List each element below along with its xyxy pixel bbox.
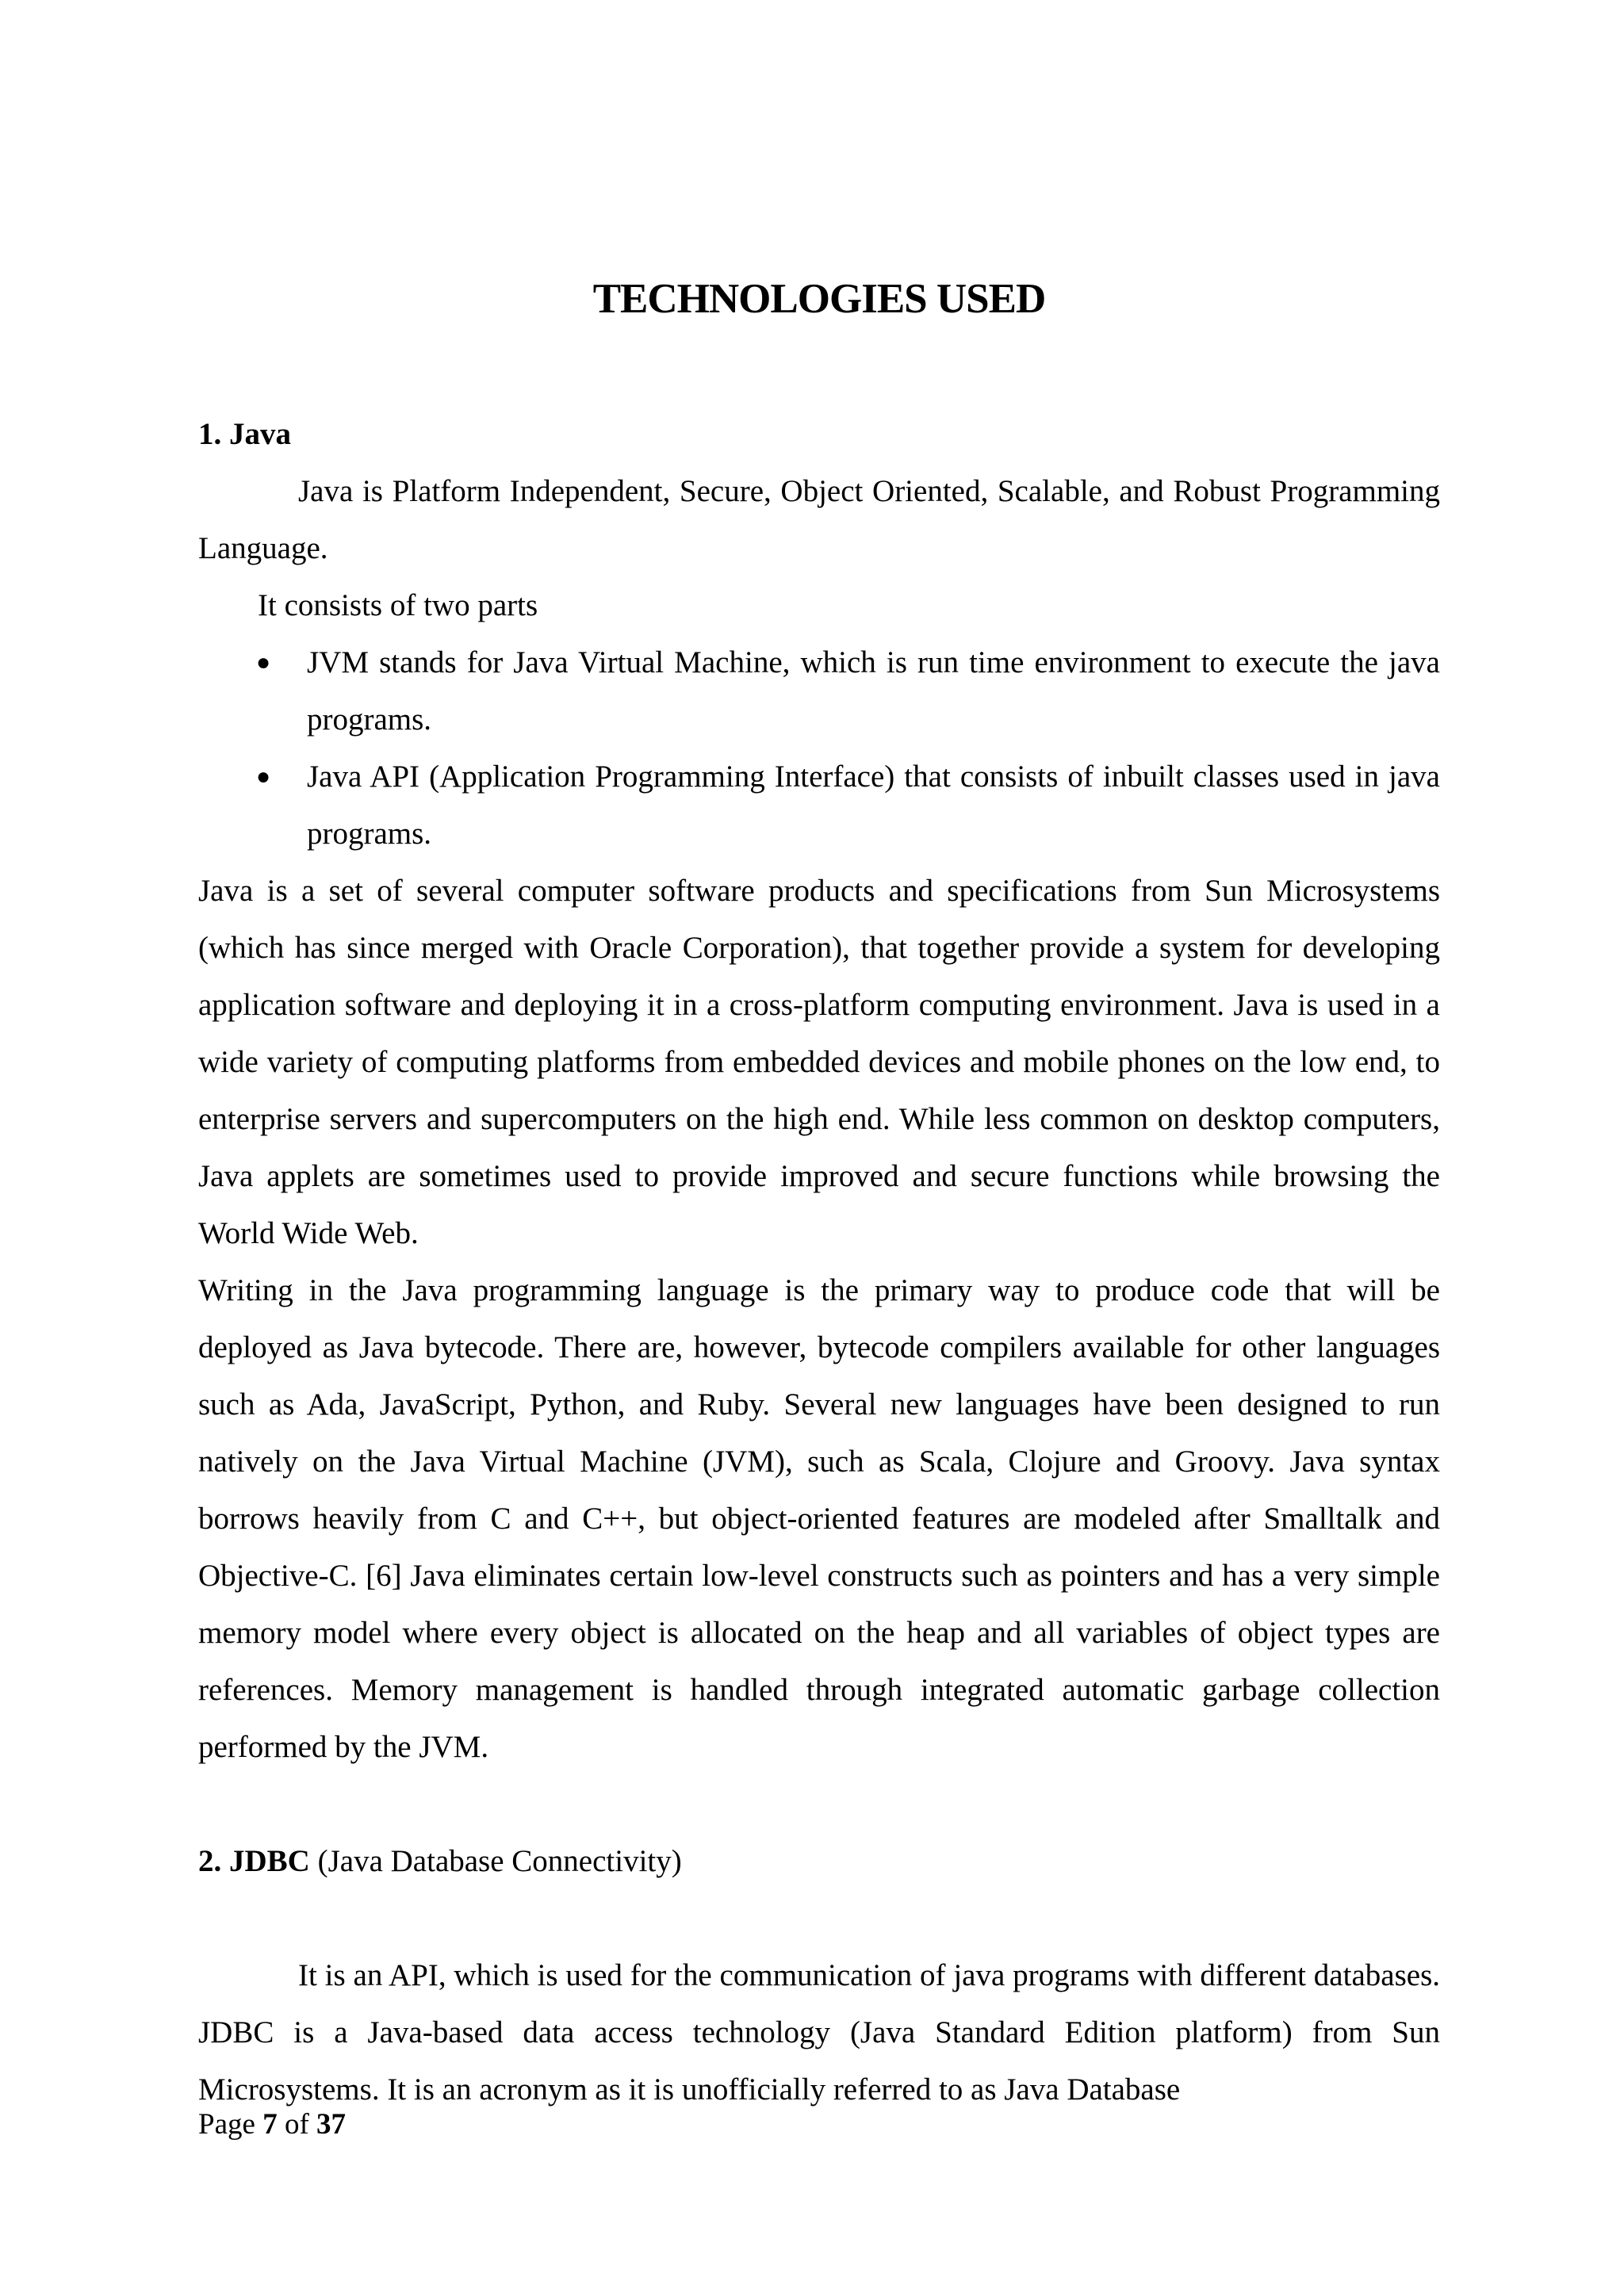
- document-page: [198, 270, 1440, 2118]
- section-title: Java: [229, 417, 291, 451]
- java-parts-intro: It consists of two parts: [258, 588, 538, 622]
- section-number: 2.: [198, 1844, 222, 1878]
- section-heading-java: [198, 406, 1440, 463]
- section-java: [198, 406, 1440, 1776]
- bullet-icon: ●: [256, 763, 271, 790]
- page-label: Page: [198, 2108, 255, 2141]
- java-intro-paragraph: Java is Platform Independent, Secure, Object Oriented, Scalable, and Robust Programming Language.: [198, 474, 1440, 565]
- section-subtitle: (Java Database Connectivity): [317, 1844, 682, 1878]
- jdbc-paragraph-1: It is an API, which is used for the communication of java programs with different databases. JDBC is a Java-based data access technology (Java Standard Edition platform) from Sun Microsystems. It is an acronym as it is unofficially referred to as Java Database: [198, 1958, 1440, 2107]
- page-title: TECHNOLOGIES USED: [592, 276, 1046, 322]
- java-parts-list: [198, 634, 1440, 863]
- section-heading-jdbc: [198, 1833, 1440, 1890]
- list-item: [256, 748, 1440, 863]
- section-title: JDBC: [229, 1844, 310, 1878]
- java-paragraph-2: Writing in the Java programming language is the primary way to produce code that will be deployed as Java bytecode. There are, however, bytecode compilers available for other languages such as Ada, JavaScript, Python, and Ruby. Several new languages have been designed to run natively on the Java Virtual Machine (JVM), such as Scala, Clojure and Groovy. Java syntax borrows heavily from C and C++, but object-oriented features are modeled after Smalltalk and Objective-C. [6] Java eliminates certain low-level constructs such as pointers and has a very simple memory model where every object is allocated on the heap and all variables of object types are references. Memory management is handled through integrated automatic garbage collection performed by the JVM.: [198, 1273, 1440, 1764]
- list-item: [256, 634, 1440, 748]
- java-paragraph-1: Java is a set of several computer software products and specifications from Sun Microsystems (which has since merged with Oracle Corporation), that together provide a system for developing application software and deploying it in a cross-platform computing environment. Java is used in a wide variety of computing platforms from embedded devices and mobile phones on the low end, to enterprise servers and supercomputers on the high end. While less common on desktop computers, Java applets are sometimes used to provide improved and secure functions while browsing the World Wide Web.: [198, 874, 1440, 1250]
- list-item-text: Java API (Application Programming Interface) that consists of inbuilt classes used in java programs.: [307, 760, 1440, 851]
- total-pages-number: 37: [316, 2108, 347, 2141]
- section-number: 1.: [198, 417, 222, 451]
- list-item-text: JVM stands for Java Virtual Machine, which is run time environment to execute the java programs.: [307, 645, 1440, 737]
- page-footer: [198, 2101, 346, 2149]
- bullet-icon: ●: [256, 649, 271, 675]
- current-page-number: 7: [262, 2108, 278, 2141]
- page-of-label: of: [284, 2108, 309, 2141]
- section-jdbc: [198, 1833, 1440, 2118]
